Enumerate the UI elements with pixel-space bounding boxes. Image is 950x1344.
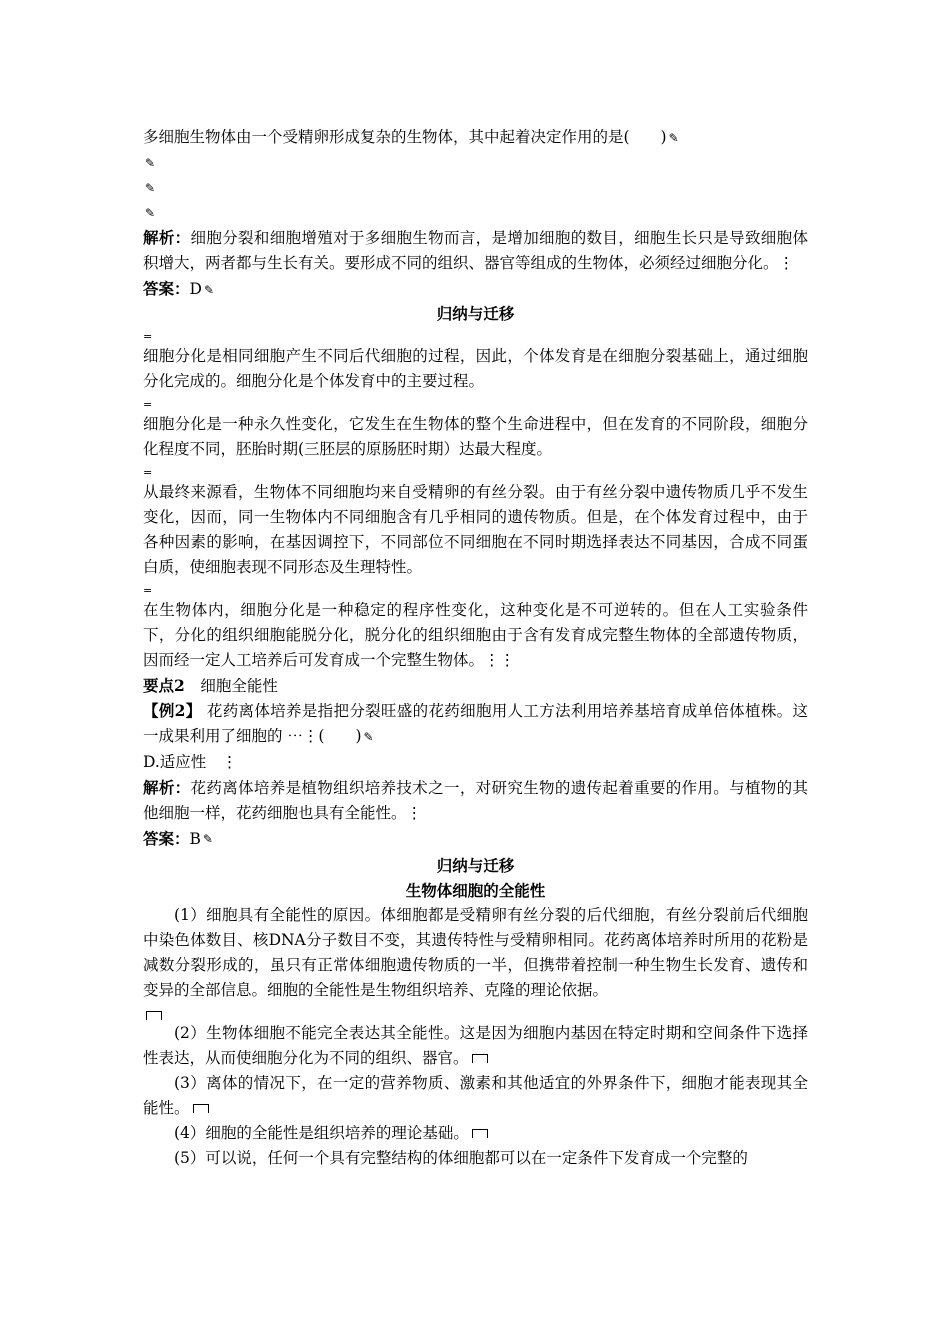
equals-bullet-icon: = bbox=[143, 330, 153, 343]
summary1-paragraph: 细胞分化是一种永久性变化，它发生在生物体的整个生命进程中，但在发育的不同阶段，细胞分化程度不同，胚胎时期(三胚层的原肠胚时期）达最大程度。 bbox=[143, 415, 808, 458]
pen-mark-icon: ✎ bbox=[145, 205, 156, 220]
summary1-heading: 归纳与迁移 bbox=[436, 304, 515, 323]
pen-mark-icon: ✎ bbox=[145, 155, 156, 170]
ex2-option-d: D.适应性 ⋮ bbox=[143, 752, 238, 771]
document-page bbox=[143, 125, 808, 1171]
ex2-question: 【例2】 花药离体培养是指把分裂旺盛的花药细胞用人工方法利用培养基培育成单倍体植株。这一成果利用了细胞的 ⋯⋮( ) ✎ bbox=[143, 698, 808, 750]
equals-bullet-icon: = bbox=[143, 584, 153, 597]
ex1-option-line bbox=[143, 200, 808, 225]
summary2-item: (5）可以说，任何一个具有完整结构的体细胞都可以在一定条件下发育成一个完整的 bbox=[174, 1148, 748, 1167]
summary1-paragraph: 在生物体内，细胞分化是一种稳定的程序性变化，这种变化是不可逆转的。但在人工实验条件下，分化的组织细胞能脱分化，脱分化的组织细胞由于含有发育成完整生物体的全部遗传物质，因而经一定人工培养后可发育成一个完整生物体。⋮⋮ bbox=[143, 601, 808, 669]
bracket-mark-icon bbox=[472, 1129, 488, 1138]
bracket-mark-icon bbox=[193, 1104, 209, 1113]
pen-mark-icon: ✎ bbox=[203, 282, 215, 297]
ex1-option-line bbox=[143, 175, 808, 200]
summary2-item: (4）细胞的全能性是组织培养的理论基础。 bbox=[143, 1121, 808, 1146]
ex2-analysis: 解析：花药离体培养是植物组织培养技术之一，对研究生物的遗传起着重要的作用。与植物的其他细胞一样，花药细胞也具有全能性。⋮ bbox=[143, 777, 808, 822]
pen-mark-icon: ✎ bbox=[145, 180, 156, 195]
pen-mark-icon: ✎ bbox=[363, 729, 374, 744]
summary1-paragraph: 细胞分化是相同细胞产生不同后代细胞的过程，因此，个体发育是在细胞分裂基础上，通过细胞分化完成的。细胞分化是个体发育中的主要过程。 bbox=[143, 347, 808, 390]
pen-mark-icon: ✎ bbox=[668, 130, 679, 145]
summary1-paragraph: 从最终来源看，生物体不同细胞均来自受精卵的有丝分裂。由于有丝分裂中遗传物质几乎不发生变化，因而，同一生物体内不同细胞含有几乎相同的遗传物质。但是，在个体发育过程中，由于各种因素的影响，在基因调控下，不同部位不同细胞在不同时期选择表达不同基因，合成不同蛋白质，使细胞表现不同形态及生理特性。 bbox=[143, 483, 808, 576]
summary2-item: (3）离体的情况下，在一定的营养物质、激素和其他适宜的外界条件下，细胞才能表现其全能性。 bbox=[143, 1073, 808, 1117]
summary2-item: (2）生物体细胞不能完全表达其全能性。这是因为细胞内基因在特定时期和空间条件下选择性表达，从而使细胞分化为不同的组织、器官。 bbox=[143, 1023, 808, 1067]
bracket-mark-icon bbox=[472, 1054, 488, 1063]
equals-bullet-icon: = bbox=[143, 398, 153, 411]
ex2-answer: 答案：B ✎ bbox=[143, 826, 808, 851]
bracket-mark-icon bbox=[146, 1011, 162, 1020]
summary2-item: (1）细胞具有全能性的原因。体细胞都是受精卵有丝分裂的后代细胞，有丝分裂前后代细胞中染色体数目、核DNA分子数目不变，其遗传特性与受精卵相同。花药离体培养时所用的花粉是减数分裂形成的，虽只有正常体细胞遗传物质的一半，但携带着控制一种生物生长发育、遗传和变异的全部信息。细胞的全能性是生物组织培养、克隆的理论依据。 bbox=[143, 905, 808, 999]
summary2-subheading: 生物体细胞的全能性 bbox=[405, 880, 546, 900]
ex1-analysis: 解析：细胞分裂和细胞增殖对于多细胞生物而言，是增加细胞的数目，细胞生长只是导致细胞体积增大，两者都与生长有关。要形成不同的组织、器官等组成的生物体，必须经过细胞分化。⋮ bbox=[143, 228, 808, 272]
bracket-mark-line bbox=[143, 1003, 808, 1021]
pen-mark-icon: ✎ bbox=[202, 832, 213, 846]
ex1-question: 多细胞生物体由一个受精卵形成复杂的生物体，其中起着决定作用的是( ) ✎ bbox=[143, 125, 808, 150]
equals-bullet-icon: = bbox=[143, 466, 153, 479]
point2-heading: 要点2 细胞全能性 bbox=[143, 676, 278, 695]
summary2-heading: 归纳与迁移 bbox=[436, 855, 515, 875]
ex1-answer: 答案：D ✎ bbox=[143, 276, 808, 301]
ex1-option-line bbox=[143, 150, 808, 175]
